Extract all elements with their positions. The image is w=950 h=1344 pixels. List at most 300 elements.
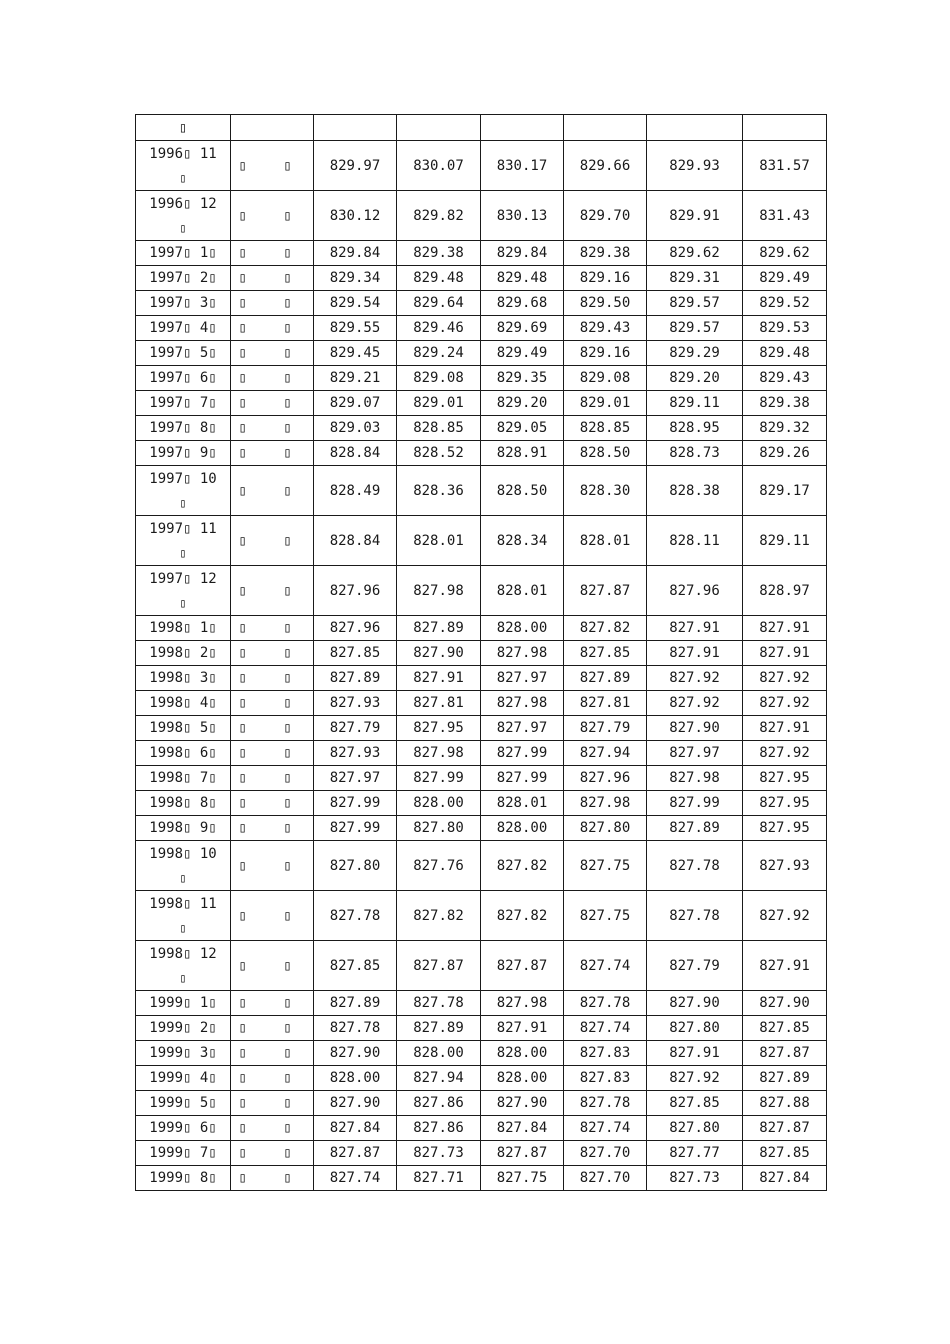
date-cell-text: ▯	[178, 119, 188, 136]
type-cell: ▯ ▯	[231, 1041, 314, 1066]
value-cell: 827.70	[564, 1141, 647, 1166]
table-row	[136, 316, 827, 341]
table-row	[136, 1166, 827, 1191]
value-cell: 829.07	[314, 391, 397, 416]
date-cell-line: 1999▯ 5▯	[149, 1095, 217, 1111]
date-cell-line: 1998▯ 2▯	[149, 645, 217, 661]
value-cell: 828.85	[397, 416, 481, 441]
table-row	[136, 666, 827, 691]
value-cell: 829.05	[481, 416, 564, 441]
value-cell: 827.73	[397, 1141, 481, 1166]
date-cell-line: 1996▯ 12	[149, 195, 217, 212]
value-cell: 827.86	[397, 1091, 481, 1116]
table-row	[136, 391, 827, 416]
value-cell: 827.99	[314, 791, 397, 816]
value-cell: 829.91	[647, 191, 743, 241]
value-cell: 827.84	[743, 1166, 827, 1191]
value-cell: 829.38	[564, 241, 647, 266]
value-cell: 828.00	[397, 791, 481, 816]
value-cell: 829.38	[397, 241, 481, 266]
value-cell: 827.99	[397, 766, 481, 791]
type-cell: ▯ ▯	[231, 616, 314, 641]
value-cell: 828.01	[397, 516, 481, 566]
date-cell	[136, 1091, 231, 1116]
value-cell: 827.89	[314, 666, 397, 691]
value-cell: 829.01	[564, 391, 647, 416]
value-cell: 827.77	[647, 1141, 743, 1166]
type-cell: ▯ ▯	[231, 716, 314, 741]
value-cell: 829.16	[564, 266, 647, 291]
date-cell	[136, 115, 231, 141]
value-cell: 829.11	[743, 516, 827, 566]
date-cell-line: 1997▯ 8▯	[149, 420, 217, 436]
value-cell: 827.83	[564, 1066, 647, 1091]
value-cell: 829.62	[743, 241, 827, 266]
value-cell: 827.80	[564, 816, 647, 841]
type-cell: ▯ ▯	[231, 441, 314, 466]
value-cell: 827.87	[743, 1116, 827, 1141]
value-cell: 827.84	[314, 1116, 397, 1141]
date-cell-line: 1998▯ 12	[149, 945, 217, 962]
value-cell: 827.98	[481, 991, 564, 1016]
value-cell: 829.84	[481, 241, 564, 266]
value-cell: 827.75	[564, 891, 647, 941]
date-cell	[136, 791, 231, 816]
table-row	[136, 1041, 827, 1066]
date-cell-line: ▯	[179, 220, 187, 235]
date-cell-line: 1999▯ 7▯	[149, 1145, 217, 1161]
value-cell: 828.00	[314, 1066, 397, 1091]
value-cell: 827.80	[397, 816, 481, 841]
date-cell	[136, 391, 231, 416]
type-cell: ▯ ▯	[231, 466, 314, 516]
table-row-partial	[136, 115, 827, 141]
value-cell	[647, 115, 743, 141]
table-row	[136, 341, 827, 366]
type-cell: ▯ ▯	[231, 1141, 314, 1166]
type-cell: ▯ ▯	[231, 891, 314, 941]
date-cell-line: 1998▯ 3▯	[149, 670, 217, 686]
value-cell: 827.78	[564, 1091, 647, 1116]
value-cell: 829.48	[481, 266, 564, 291]
value-cell: 831.57	[743, 141, 827, 191]
value-cell: 827.94	[564, 741, 647, 766]
value-cell: 827.92	[743, 666, 827, 691]
date-cell-line: 1997▯ 1▯	[149, 245, 217, 261]
value-cell: 828.36	[397, 466, 481, 516]
value-cell: 827.99	[647, 791, 743, 816]
value-cell	[481, 115, 564, 141]
value-cell: 827.90	[314, 1041, 397, 1066]
date-cell	[136, 266, 231, 291]
value-cell: 827.87	[564, 566, 647, 616]
value-cell: 827.99	[314, 816, 397, 841]
value-cell: 827.96	[647, 566, 743, 616]
type-cell: ▯ ▯	[231, 641, 314, 666]
table-row	[136, 1116, 827, 1141]
type-cell: ▯ ▯	[231, 1066, 314, 1091]
value-cell: 827.98	[481, 691, 564, 716]
value-cell: 828.84	[314, 516, 397, 566]
value-cell: 827.85	[314, 941, 397, 991]
date-cell-line: 1997▯ 12	[149, 570, 217, 587]
type-cell: ▯ ▯	[231, 341, 314, 366]
date-cell	[136, 566, 231, 616]
value-cell	[397, 115, 481, 141]
date-cell	[136, 141, 231, 191]
date-cell	[136, 516, 231, 566]
type-cell: ▯ ▯	[231, 316, 314, 341]
value-cell: 829.54	[314, 291, 397, 316]
type-cell: ▯ ▯	[231, 766, 314, 791]
date-cell	[136, 991, 231, 1016]
value-cell: 829.01	[397, 391, 481, 416]
date-cell	[136, 1041, 231, 1066]
table-body	[136, 115, 827, 1191]
table-row	[136, 741, 827, 766]
value-cell: 828.34	[481, 516, 564, 566]
value-cell: 827.98	[481, 641, 564, 666]
value-cell: 827.90	[314, 1091, 397, 1116]
value-cell: 827.80	[314, 841, 397, 891]
date-cell-line: ▯	[179, 495, 187, 510]
date-cell-line: ▯	[179, 870, 187, 885]
date-cell	[136, 191, 231, 241]
date-cell	[136, 316, 231, 341]
value-cell: 827.87	[397, 941, 481, 991]
value-cell: 827.85	[314, 641, 397, 666]
value-cell: 827.95	[397, 716, 481, 741]
table-row	[136, 141, 827, 191]
value-cell: 827.81	[564, 691, 647, 716]
value-cell: 829.53	[743, 316, 827, 341]
value-cell: 830.07	[397, 141, 481, 191]
value-cell: 829.24	[397, 341, 481, 366]
value-cell: 827.82	[481, 841, 564, 891]
value-cell: 828.00	[481, 1041, 564, 1066]
value-cell: 827.90	[743, 991, 827, 1016]
value-cell: 827.74	[564, 941, 647, 991]
type-cell: ▯ ▯	[231, 1166, 314, 1191]
value-cell: 827.97	[481, 666, 564, 691]
value-cell: 827.98	[397, 566, 481, 616]
value-cell: 827.92	[743, 741, 827, 766]
type-cell: ▯ ▯	[231, 241, 314, 266]
value-cell: 829.97	[314, 141, 397, 191]
value-cell: 828.49	[314, 466, 397, 516]
date-cell	[136, 291, 231, 316]
value-cell: 829.17	[743, 466, 827, 516]
type-cell: ▯ ▯	[231, 416, 314, 441]
value-cell: 827.76	[397, 841, 481, 891]
date-cell	[136, 341, 231, 366]
date-cell	[136, 741, 231, 766]
table-row	[136, 1091, 827, 1116]
value-cell: 829.52	[743, 291, 827, 316]
value-cell: 827.75	[564, 841, 647, 891]
type-cell: ▯ ▯	[231, 566, 314, 616]
value-cell: 829.49	[743, 266, 827, 291]
value-cell: 829.16	[564, 341, 647, 366]
date-cell	[136, 1066, 231, 1091]
value-cell: 829.11	[647, 391, 743, 416]
value-cell: 829.43	[564, 316, 647, 341]
value-cell: 827.90	[647, 991, 743, 1016]
value-cell: 827.91	[397, 666, 481, 691]
value-cell: 831.43	[743, 191, 827, 241]
value-cell: 828.91	[481, 441, 564, 466]
date-cell-line: 1997▯ 11	[149, 520, 217, 537]
value-cell: 830.12	[314, 191, 397, 241]
table-row	[136, 991, 827, 1016]
date-cell-line: 1997▯ 2▯	[149, 270, 217, 286]
date-cell	[136, 416, 231, 441]
date-cell	[136, 241, 231, 266]
date-cell-line: ▯	[179, 595, 187, 610]
value-cell: 827.87	[481, 941, 564, 991]
value-cell: 829.43	[743, 366, 827, 391]
table-row	[136, 291, 827, 316]
value-cell: 827.82	[397, 891, 481, 941]
value-cell: 827.91	[743, 616, 827, 641]
value-cell: 829.93	[647, 141, 743, 191]
value-cell: 827.91	[647, 616, 743, 641]
value-cell: 829.38	[743, 391, 827, 416]
value-cell: 829.66	[564, 141, 647, 191]
type-cell: ▯ ▯	[231, 666, 314, 691]
value-cell: 828.01	[481, 566, 564, 616]
date-cell-line: 1997▯ 10	[149, 470, 217, 487]
date-cell-line: 1999▯ 8▯	[149, 1170, 217, 1186]
date-cell	[136, 1116, 231, 1141]
date-cell-line: ▯	[179, 970, 187, 985]
date-cell-line: 1998▯ 7▯	[149, 770, 217, 786]
value-cell: 827.89	[647, 816, 743, 841]
value-cell: 829.31	[647, 266, 743, 291]
value-cell: 828.00	[481, 816, 564, 841]
date-cell	[136, 616, 231, 641]
value-cell: 829.35	[481, 366, 564, 391]
value-cell: 827.87	[314, 1141, 397, 1166]
value-cell: 827.92	[647, 1066, 743, 1091]
value-cell	[743, 115, 827, 141]
value-cell: 827.89	[397, 616, 481, 641]
date-cell	[136, 816, 231, 841]
value-cell: 827.85	[564, 641, 647, 666]
table-row	[136, 566, 827, 616]
value-cell: 827.91	[481, 1016, 564, 1041]
value-cell: 827.78	[647, 841, 743, 891]
type-cell: ▯ ▯	[231, 266, 314, 291]
date-cell-line: 1998▯ 4▯	[149, 695, 217, 711]
value-cell: 829.57	[647, 316, 743, 341]
type-cell: ▯ ▯	[231, 141, 314, 191]
date-cell-line: 1998▯ 10	[149, 845, 217, 862]
value-cell: 827.74	[564, 1116, 647, 1141]
value-cell: 827.94	[397, 1066, 481, 1091]
value-cell: 827.78	[397, 991, 481, 1016]
date-cell-line: 1997▯ 5▯	[149, 345, 217, 361]
value-cell: 827.98	[564, 791, 647, 816]
type-cell: ▯ ▯	[231, 366, 314, 391]
value-cell: 829.46	[397, 316, 481, 341]
value-cell: 827.93	[314, 691, 397, 716]
table-row	[136, 641, 827, 666]
type-cell: ▯ ▯	[231, 191, 314, 241]
date-cell	[136, 1016, 231, 1041]
type-cell: ▯ ▯	[231, 691, 314, 716]
date-cell	[136, 366, 231, 391]
value-cell: 828.00	[397, 1041, 481, 1066]
value-cell: 827.78	[314, 891, 397, 941]
value-cell: 829.82	[397, 191, 481, 241]
date-cell	[136, 941, 231, 991]
value-cell: 829.32	[743, 416, 827, 441]
value-cell: 827.91	[647, 641, 743, 666]
value-cell: 828.85	[564, 416, 647, 441]
value-cell: 827.73	[647, 1166, 743, 1191]
date-cell-line: 1998▯ 8▯	[149, 795, 217, 811]
date-cell-line: 1999▯ 4▯	[149, 1070, 217, 1086]
value-cell: 829.68	[481, 291, 564, 316]
table-row	[136, 366, 827, 391]
type-cell: ▯ ▯	[231, 991, 314, 1016]
table-row	[136, 941, 827, 991]
value-cell: 829.20	[647, 366, 743, 391]
date-cell-line: 1998▯ 1▯	[149, 620, 217, 636]
water-level-table	[135, 114, 827, 1191]
value-cell: 827.80	[647, 1016, 743, 1041]
value-cell: 827.99	[481, 741, 564, 766]
table-row	[136, 1016, 827, 1041]
value-cell: 829.62	[647, 241, 743, 266]
date-cell-line: ▯	[179, 545, 187, 560]
value-cell: 827.78	[647, 891, 743, 941]
value-cell: 828.52	[397, 441, 481, 466]
value-cell: 827.86	[397, 1116, 481, 1141]
type-cell: ▯ ▯	[231, 841, 314, 891]
value-cell	[564, 115, 647, 141]
value-cell: 827.88	[743, 1091, 827, 1116]
date-cell	[136, 441, 231, 466]
value-cell: 827.95	[743, 816, 827, 841]
type-cell: ▯ ▯	[231, 791, 314, 816]
date-cell-line: 1997▯ 4▯	[149, 320, 217, 336]
table-row	[136, 1141, 827, 1166]
value-cell: 829.57	[647, 291, 743, 316]
value-cell: 829.45	[314, 341, 397, 366]
table-row	[136, 241, 827, 266]
value-cell: 827.71	[397, 1166, 481, 1191]
value-cell: 827.78	[314, 1016, 397, 1041]
table-row	[136, 466, 827, 516]
value-cell	[314, 115, 397, 141]
type-cell: ▯ ▯	[231, 741, 314, 766]
value-cell: 829.34	[314, 266, 397, 291]
table-row	[136, 441, 827, 466]
value-cell: 828.97	[743, 566, 827, 616]
value-cell: 828.30	[564, 466, 647, 516]
value-cell: 827.90	[397, 641, 481, 666]
table-row	[136, 841, 827, 891]
value-cell: 830.17	[481, 141, 564, 191]
table-row	[136, 766, 827, 791]
value-cell: 829.29	[647, 341, 743, 366]
value-cell: 829.48	[743, 341, 827, 366]
date-cell	[136, 691, 231, 716]
date-cell-line: 1998▯ 5▯	[149, 720, 217, 736]
date-cell	[136, 841, 231, 891]
value-cell: 827.92	[743, 891, 827, 941]
value-cell: 828.00	[481, 1066, 564, 1091]
value-cell: 827.95	[743, 766, 827, 791]
table-row	[136, 516, 827, 566]
value-cell: 827.92	[743, 691, 827, 716]
value-cell: 827.85	[647, 1091, 743, 1116]
date-cell	[136, 1166, 231, 1191]
value-cell: 829.49	[481, 341, 564, 366]
value-cell: 828.50	[564, 441, 647, 466]
value-cell: 827.83	[564, 1041, 647, 1066]
value-cell: 829.03	[314, 416, 397, 441]
table-row	[136, 891, 827, 941]
table-row	[136, 616, 827, 641]
value-cell: 829.70	[564, 191, 647, 241]
value-cell: 827.99	[481, 766, 564, 791]
value-cell: 827.74	[564, 1016, 647, 1041]
value-cell: 829.26	[743, 441, 827, 466]
value-cell: 827.79	[647, 941, 743, 991]
date-cell	[136, 666, 231, 691]
value-cell: 827.96	[314, 616, 397, 641]
value-cell: 828.50	[481, 466, 564, 516]
value-cell: 829.48	[397, 266, 481, 291]
value-cell: 827.97	[481, 716, 564, 741]
type-cell: ▯ ▯	[231, 516, 314, 566]
value-cell: 828.38	[647, 466, 743, 516]
value-cell: 827.93	[743, 841, 827, 891]
type-cell: ▯ ▯	[231, 1116, 314, 1141]
type-cell: ▯ ▯	[231, 1016, 314, 1041]
value-cell: 827.92	[647, 666, 743, 691]
value-cell: 827.98	[397, 741, 481, 766]
value-cell: 828.95	[647, 416, 743, 441]
value-cell: 827.78	[564, 991, 647, 1016]
table-row	[136, 691, 827, 716]
value-cell: 827.93	[314, 741, 397, 766]
table-row	[136, 791, 827, 816]
date-cell-line: 1998▯ 6▯	[149, 745, 217, 761]
date-cell-line: 1997▯ 3▯	[149, 295, 217, 311]
value-cell: 827.80	[647, 1116, 743, 1141]
value-cell: 829.21	[314, 366, 397, 391]
value-cell: 828.00	[481, 616, 564, 641]
value-cell: 830.13	[481, 191, 564, 241]
value-cell: 827.82	[481, 891, 564, 941]
table-row	[136, 416, 827, 441]
value-cell: 827.91	[743, 941, 827, 991]
value-cell: 828.01	[564, 516, 647, 566]
value-cell: 827.75	[481, 1166, 564, 1191]
date-cell	[136, 716, 231, 741]
value-cell: 827.84	[481, 1116, 564, 1141]
type-cell: ▯ ▯	[231, 941, 314, 991]
value-cell: 827.90	[481, 1091, 564, 1116]
value-cell: 827.81	[397, 691, 481, 716]
value-cell: 829.50	[564, 291, 647, 316]
date-cell-line: ▯	[179, 170, 187, 185]
value-cell: 827.96	[314, 566, 397, 616]
